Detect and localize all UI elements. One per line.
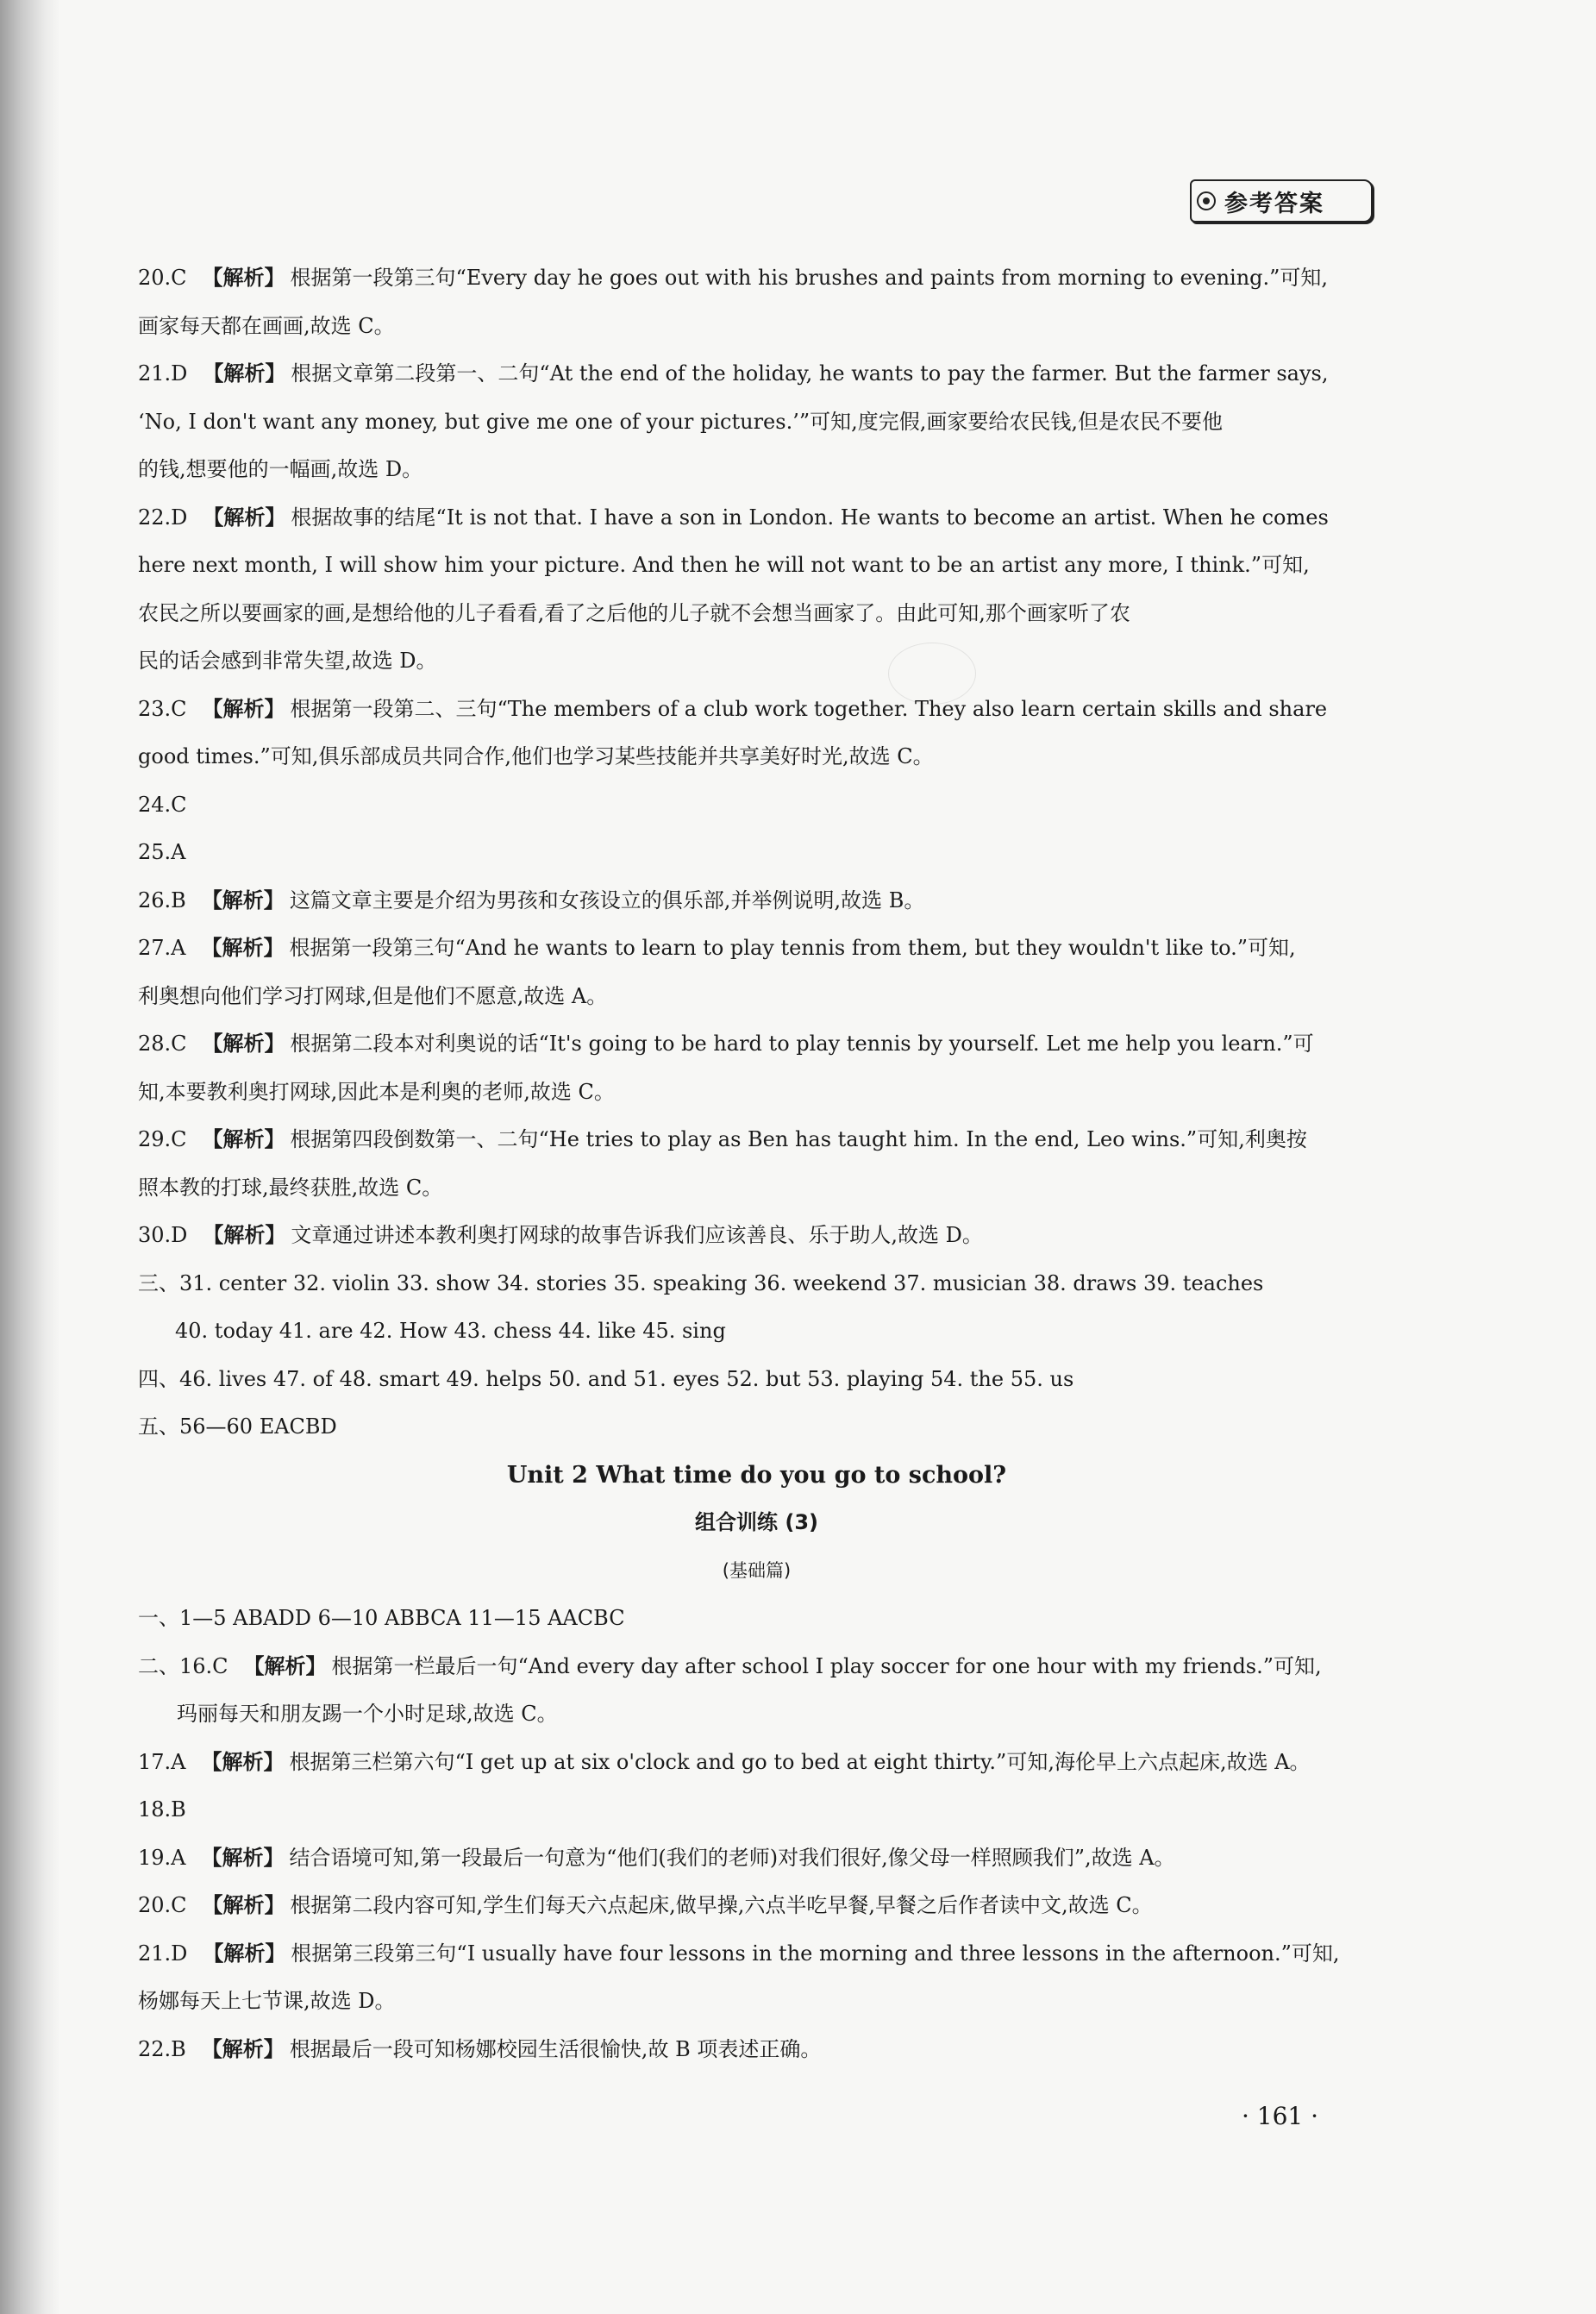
answer-item-line bbox=[138, 1739, 1375, 1787]
answer-text: 杨娜每天上七节课,故选 D。 bbox=[138, 1989, 396, 2013]
answer-text: 利奥想向他们学习打网球,但是他们不愿意,故选 A。 bbox=[138, 983, 608, 1008]
answer-number: 21.D bbox=[138, 361, 188, 386]
answer-item-line bbox=[138, 1978, 1375, 2026]
answer-number: 22.D bbox=[138, 505, 188, 530]
answer-line-five: 五、56—60 EACBD bbox=[138, 1414, 337, 1439]
answer-item-line bbox=[138, 494, 1375, 542]
answer-text: 根据第一栏最后一句“And every day after school I play soccer for one hour with my friends.”可知, bbox=[331, 1653, 1322, 1678]
analysis-tag: 【解析】 bbox=[201, 1845, 285, 1870]
answer-number: 30.D bbox=[138, 1223, 188, 1247]
answer-item-line bbox=[138, 446, 1375, 494]
answer-number: 17.A bbox=[138, 1749, 186, 1774]
answer-number: 二、16.C bbox=[138, 1653, 228, 1678]
answer-line-three: 三、31. center 32. violin 33. show 34. stories 35. speaking 36. weekend 37. musician 38. draws 39. teaches bbox=[138, 1270, 1264, 1295]
answer-text: here next month, I will show him your picture. And then he will not want to be an artist any more, I think.”可知, bbox=[138, 553, 1310, 577]
answer-item-line bbox=[138, 350, 1375, 398]
page-number: · 161 · bbox=[1242, 2102, 1319, 2130]
answer-line-one: 一、1—5 ABADD 6—10 ABBCA 11—15 AACBC bbox=[138, 1606, 625, 1630]
answer-item-line bbox=[138, 1690, 1375, 1739]
answer-number: 24.C bbox=[138, 792, 187, 817]
analysis-tag: 【解析】 bbox=[201, 1749, 285, 1774]
answer-content bbox=[138, 254, 1375, 2073]
answer-text: 画家每天都在画画,故选 C。 bbox=[138, 313, 395, 338]
answer-item-line bbox=[138, 637, 1375, 686]
answer-text: 这篇文章主要是介绍为男孩和女孩设立的俱乐部,并举例说明,故选 B。 bbox=[289, 887, 925, 912]
answer-text: 根据第四段倒数第一、二句“He tries to play as Ben has taught him. In the end, Leo wins.”可知,利奥按 bbox=[290, 1127, 1307, 1151]
answer-number: 22.B bbox=[138, 2036, 186, 2061]
answer-number: 26.B bbox=[138, 887, 186, 912]
scan-edge-shadow bbox=[0, 0, 60, 2314]
analysis-tag: 【解析】 bbox=[201, 936, 285, 960]
answer-number: 20.C bbox=[138, 266, 187, 290]
answer-text: 的钱,想要他的一幅画,故选 D。 bbox=[138, 457, 423, 481]
answer-item-line bbox=[138, 1786, 1375, 1834]
badge-label: 参考答案 bbox=[1224, 190, 1324, 217]
analysis-tag: 【解析】 bbox=[203, 505, 286, 530]
target-dot-icon bbox=[1197, 191, 1216, 210]
answer-item-line bbox=[138, 1212, 1375, 1260]
answer-item-line bbox=[138, 1020, 1375, 1069]
answer-number: 23.C bbox=[138, 696, 187, 721]
answer-number: 18.B bbox=[138, 1797, 186, 1822]
answer-item-line bbox=[138, 1882, 1375, 1930]
answer-number: 19.A bbox=[138, 1845, 186, 1870]
answer-item-line bbox=[138, 1069, 1375, 1117]
answer-number: 29.C bbox=[138, 1127, 187, 1151]
answer-text: 结合语境可知,第一段最后一句意为“他们(我们的老师)对我们很好,像父母一样照顾我们”,故选 A。 bbox=[289, 1845, 1175, 1870]
answer-text: 根据第二段内容可知,学生们每天六点起床,做早操,六点半吃早餐,早餐之后作者读中文,故选 C。 bbox=[290, 1893, 1153, 1917]
answer-text: 根据第一段第三句“And he wants to learn to play tennis from them, but they wouldn't like to.”可知, bbox=[289, 936, 1296, 960]
answer-number: 27.A bbox=[138, 936, 186, 960]
answer-number: 28.C bbox=[138, 1032, 187, 1056]
answer-line-three-cont: 40. today 41. are 42. How 43. chess 44. like 45. sing bbox=[175, 1319, 726, 1343]
analysis-tag: 【解析】 bbox=[201, 887, 285, 912]
answer-text: 根据最后一段可知杨娜校园生活很愉快,故 B 项表述正确。 bbox=[289, 2036, 822, 2061]
answer-item-line bbox=[138, 781, 1375, 830]
answer-number: 20.C bbox=[138, 1893, 187, 1917]
answer-item-line bbox=[138, 686, 1375, 734]
answer-text: 根据第二段本对利奥说的话“It's going to be hard to play tennis by yourself. Let me help you learn.”可 bbox=[290, 1032, 1314, 1056]
answer-line-four: 四、46. lives 47. of 48. smart 49. helps 50. and 51. eyes 52. but 53. playing 54. the 55. us bbox=[138, 1366, 1074, 1391]
unit-level: (基础篇) bbox=[722, 1559, 792, 1581]
answer-text: ‘No, I don't want any money, but give me one of your pictures.’”可知,度完假,画家要给农民钱,但是农民不要他 bbox=[138, 409, 1223, 434]
answer-item-line bbox=[138, 733, 1375, 781]
answer-item-line bbox=[138, 925, 1375, 973]
answer-item-line bbox=[138, 542, 1375, 590]
answer-text: 玛丽每天和朋友踢一个小时足球,故选 C。 bbox=[177, 1702, 558, 1726]
answer-text: 民的话会感到非常失望,故选 D。 bbox=[138, 649, 437, 673]
answer-item-line bbox=[138, 2026, 1375, 2074]
analysis-tag: 【解析】 bbox=[202, 696, 285, 721]
answer-text: 知,本要教利奥打网球,因此本是利奥的老师,故选 C。 bbox=[138, 1079, 615, 1104]
analysis-tag: 【解析】 bbox=[202, 1032, 285, 1056]
answer-number: 21.D bbox=[138, 1941, 188, 1966]
answer-text: 根据第一段第二、三句“The members of a club work together. They also learn certain skills and share bbox=[290, 696, 1328, 721]
answer-text: 根据第一段第三句“Every day he goes out with his brushes and paints from morning to evening.”可知, bbox=[290, 266, 1329, 290]
answer-text: 根据第三栏第六句“I get up at six o'clock and go to bed at eight thirty.”可知,海伦早上六点起床,故选 A。 bbox=[289, 1749, 1311, 1774]
analysis-tag: 【解析】 bbox=[202, 1893, 285, 1917]
section-unit2-answers bbox=[138, 1643, 1375, 2074]
answer-item-line bbox=[138, 829, 1375, 877]
answer-item-line bbox=[138, 254, 1375, 303]
answer-text: 根据故事的结尾“It is not that. I have a son in London. He wants to become an artist. When he comes bbox=[291, 505, 1329, 530]
answer-text: 文章通过讲述本教利奥打网球的故事告诉我们应该善良、乐于助人,故选 D。 bbox=[291, 1223, 983, 1247]
answer-text: good times.”可知,俱乐部成员共同合作,他们也学习某些技能并共享美好时光,故选 C。 bbox=[138, 744, 934, 768]
analysis-tag: 【解析】 bbox=[203, 361, 286, 386]
answer-text: 根据文章第二段第一、二句“At the end of the holiday, he wants to pay the farmer. But the farmer says, bbox=[291, 361, 1329, 386]
analysis-tag: 【解析】 bbox=[202, 1127, 285, 1151]
unit-title: Unit 2 What time do you go to school? bbox=[506, 1461, 1007, 1489]
analysis-tag: 【解析】 bbox=[203, 1941, 286, 1966]
answer-item-line bbox=[138, 1930, 1375, 1979]
answer-item-line bbox=[138, 398, 1375, 447]
answer-text: 农民之所以要画家的画,是想给他的儿子看看,看了之后他的儿子就不会想当画家了。由此可知,那个画家听了农 bbox=[138, 600, 1130, 625]
answer-text: 照本教的打球,最终获胜,故选 C。 bbox=[138, 1175, 443, 1200]
analysis-tag: 【解析】 bbox=[203, 1223, 286, 1247]
answer-item-line bbox=[138, 877, 1375, 925]
answer-item-line bbox=[138, 973, 1375, 1021]
answer-item-line bbox=[138, 303, 1375, 351]
answer-item-line bbox=[138, 1834, 1375, 1883]
analysis-tag: 【解析】 bbox=[243, 1653, 327, 1678]
answer-number: 25.A bbox=[138, 840, 186, 864]
answer-item-line bbox=[138, 590, 1375, 638]
analysis-tag: 【解析】 bbox=[202, 266, 285, 290]
section-unit1-answers bbox=[138, 254, 1375, 1260]
answer-item-line bbox=[138, 1116, 1375, 1164]
answer-text: 根据第三段第三句“I usually have four lessons in the morning and three lessons in the afternoon.”可知, bbox=[291, 1941, 1340, 1966]
answer-item-line bbox=[138, 1643, 1375, 1691]
analysis-tag: 【解析】 bbox=[201, 2036, 285, 2061]
answer-key-badge bbox=[1190, 179, 1373, 223]
unit-subtitle: 组合训练 (3) bbox=[695, 1510, 818, 1534]
answer-item-line bbox=[138, 1164, 1375, 1213]
